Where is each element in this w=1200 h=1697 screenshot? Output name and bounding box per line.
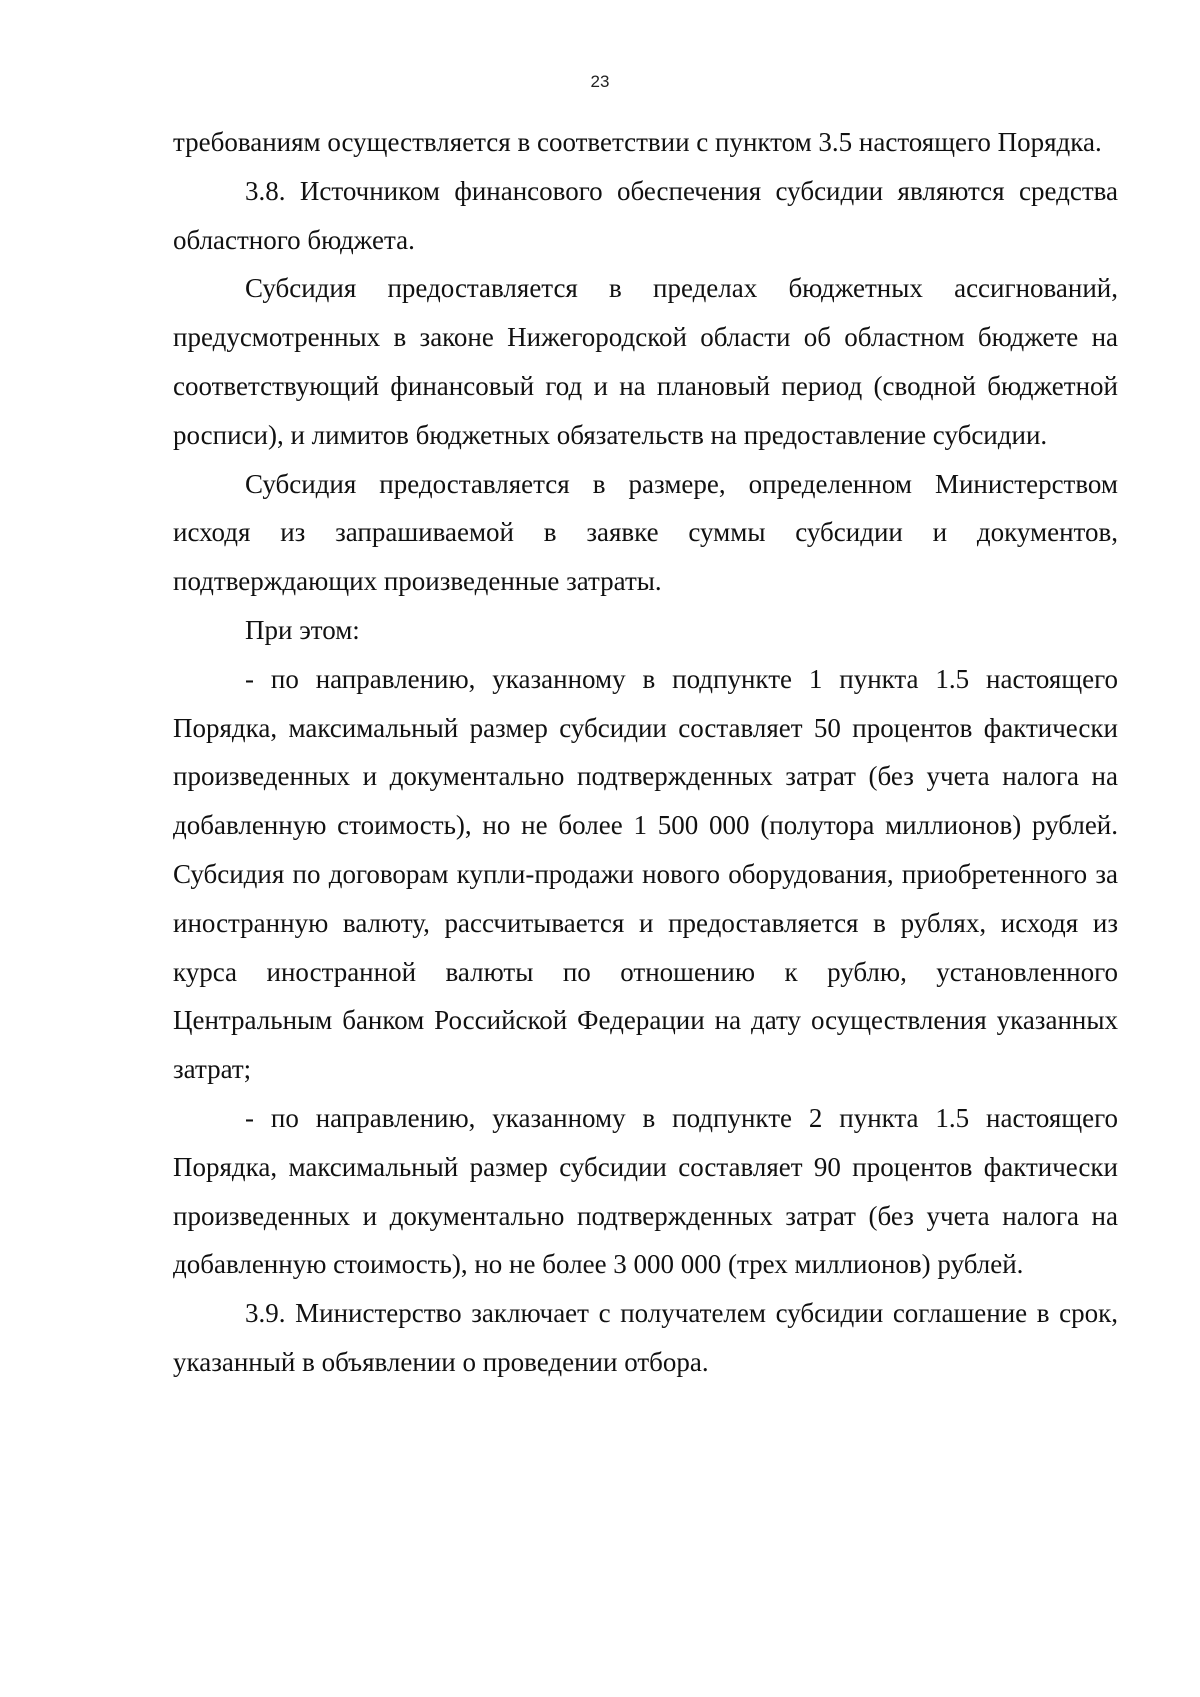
page-number: 23 — [590, 72, 610, 91]
document-body — [173, 118, 1118, 1387]
paragraph-3-8: 3.8. Источником финансового обеспечения субсидии являются средства областного бюджета. — [173, 175, 1118, 255]
paragraph-note: При этом: — [245, 614, 360, 645]
paragraph-continuation: требованиям осуществляется в соответствии с пунктом 3.5 настоящего Порядка. — [173, 127, 1102, 157]
paragraph-subsidy-amount: Субсидия предоставляется в размере, определенном Министерством исходя из запрашиваемой в заявке суммы субсидии и документов, подтверждающих произведенные затраты. — [173, 468, 1118, 597]
paragraph-3-9: 3.9. Министерство заключает с получателем субсидии соглашение в срок, указанный в объявлении о проведении отбора. — [173, 1298, 1118, 1377]
paragraph-subsidy-limits: Субсидия предоставляется в пределах бюджетных ассигнований, предусмотренных в законе Нижегородской области об областном бюджете на соответствующий финансовый год и на плановый период (сводной бюджетной росписи), и лимитов бюджетных обязательств на предоставление субсидии. — [173, 273, 1118, 450]
list-item-direction-2: - по направлению, указанному в подпункте 2 пункта 1.5 настоящего Порядка, максимальный размер субсидии составляет 90 процентов фактически произведенных и документально подтвержденных затрат (без учета налога на добавленную стоимость), но не более 3 000 000 (трех миллионов) рублей. — [173, 1102, 1118, 1280]
list-item-direction-1: - по направлению, указанному в подпункте 1 пункта 1.5 настоящего Порядка, максимальный размер субсидии составляет 50 процентов фактически произведенных и документально подтвержденных затрат (без учета налога на добавленную стоимость), но не более 1 500 000 (полутора миллионов) рублей. Субсидия по договорам купли-продажи нового оборудования, приобретенного за иностранную валюту, рассчитывается и предоставляется в рублях, исходя из курса иностранной валюты по отношению к рублю, установленного Центральным банком Российской Федерации на дату осуществления указанных затрат; — [173, 663, 1118, 1085]
